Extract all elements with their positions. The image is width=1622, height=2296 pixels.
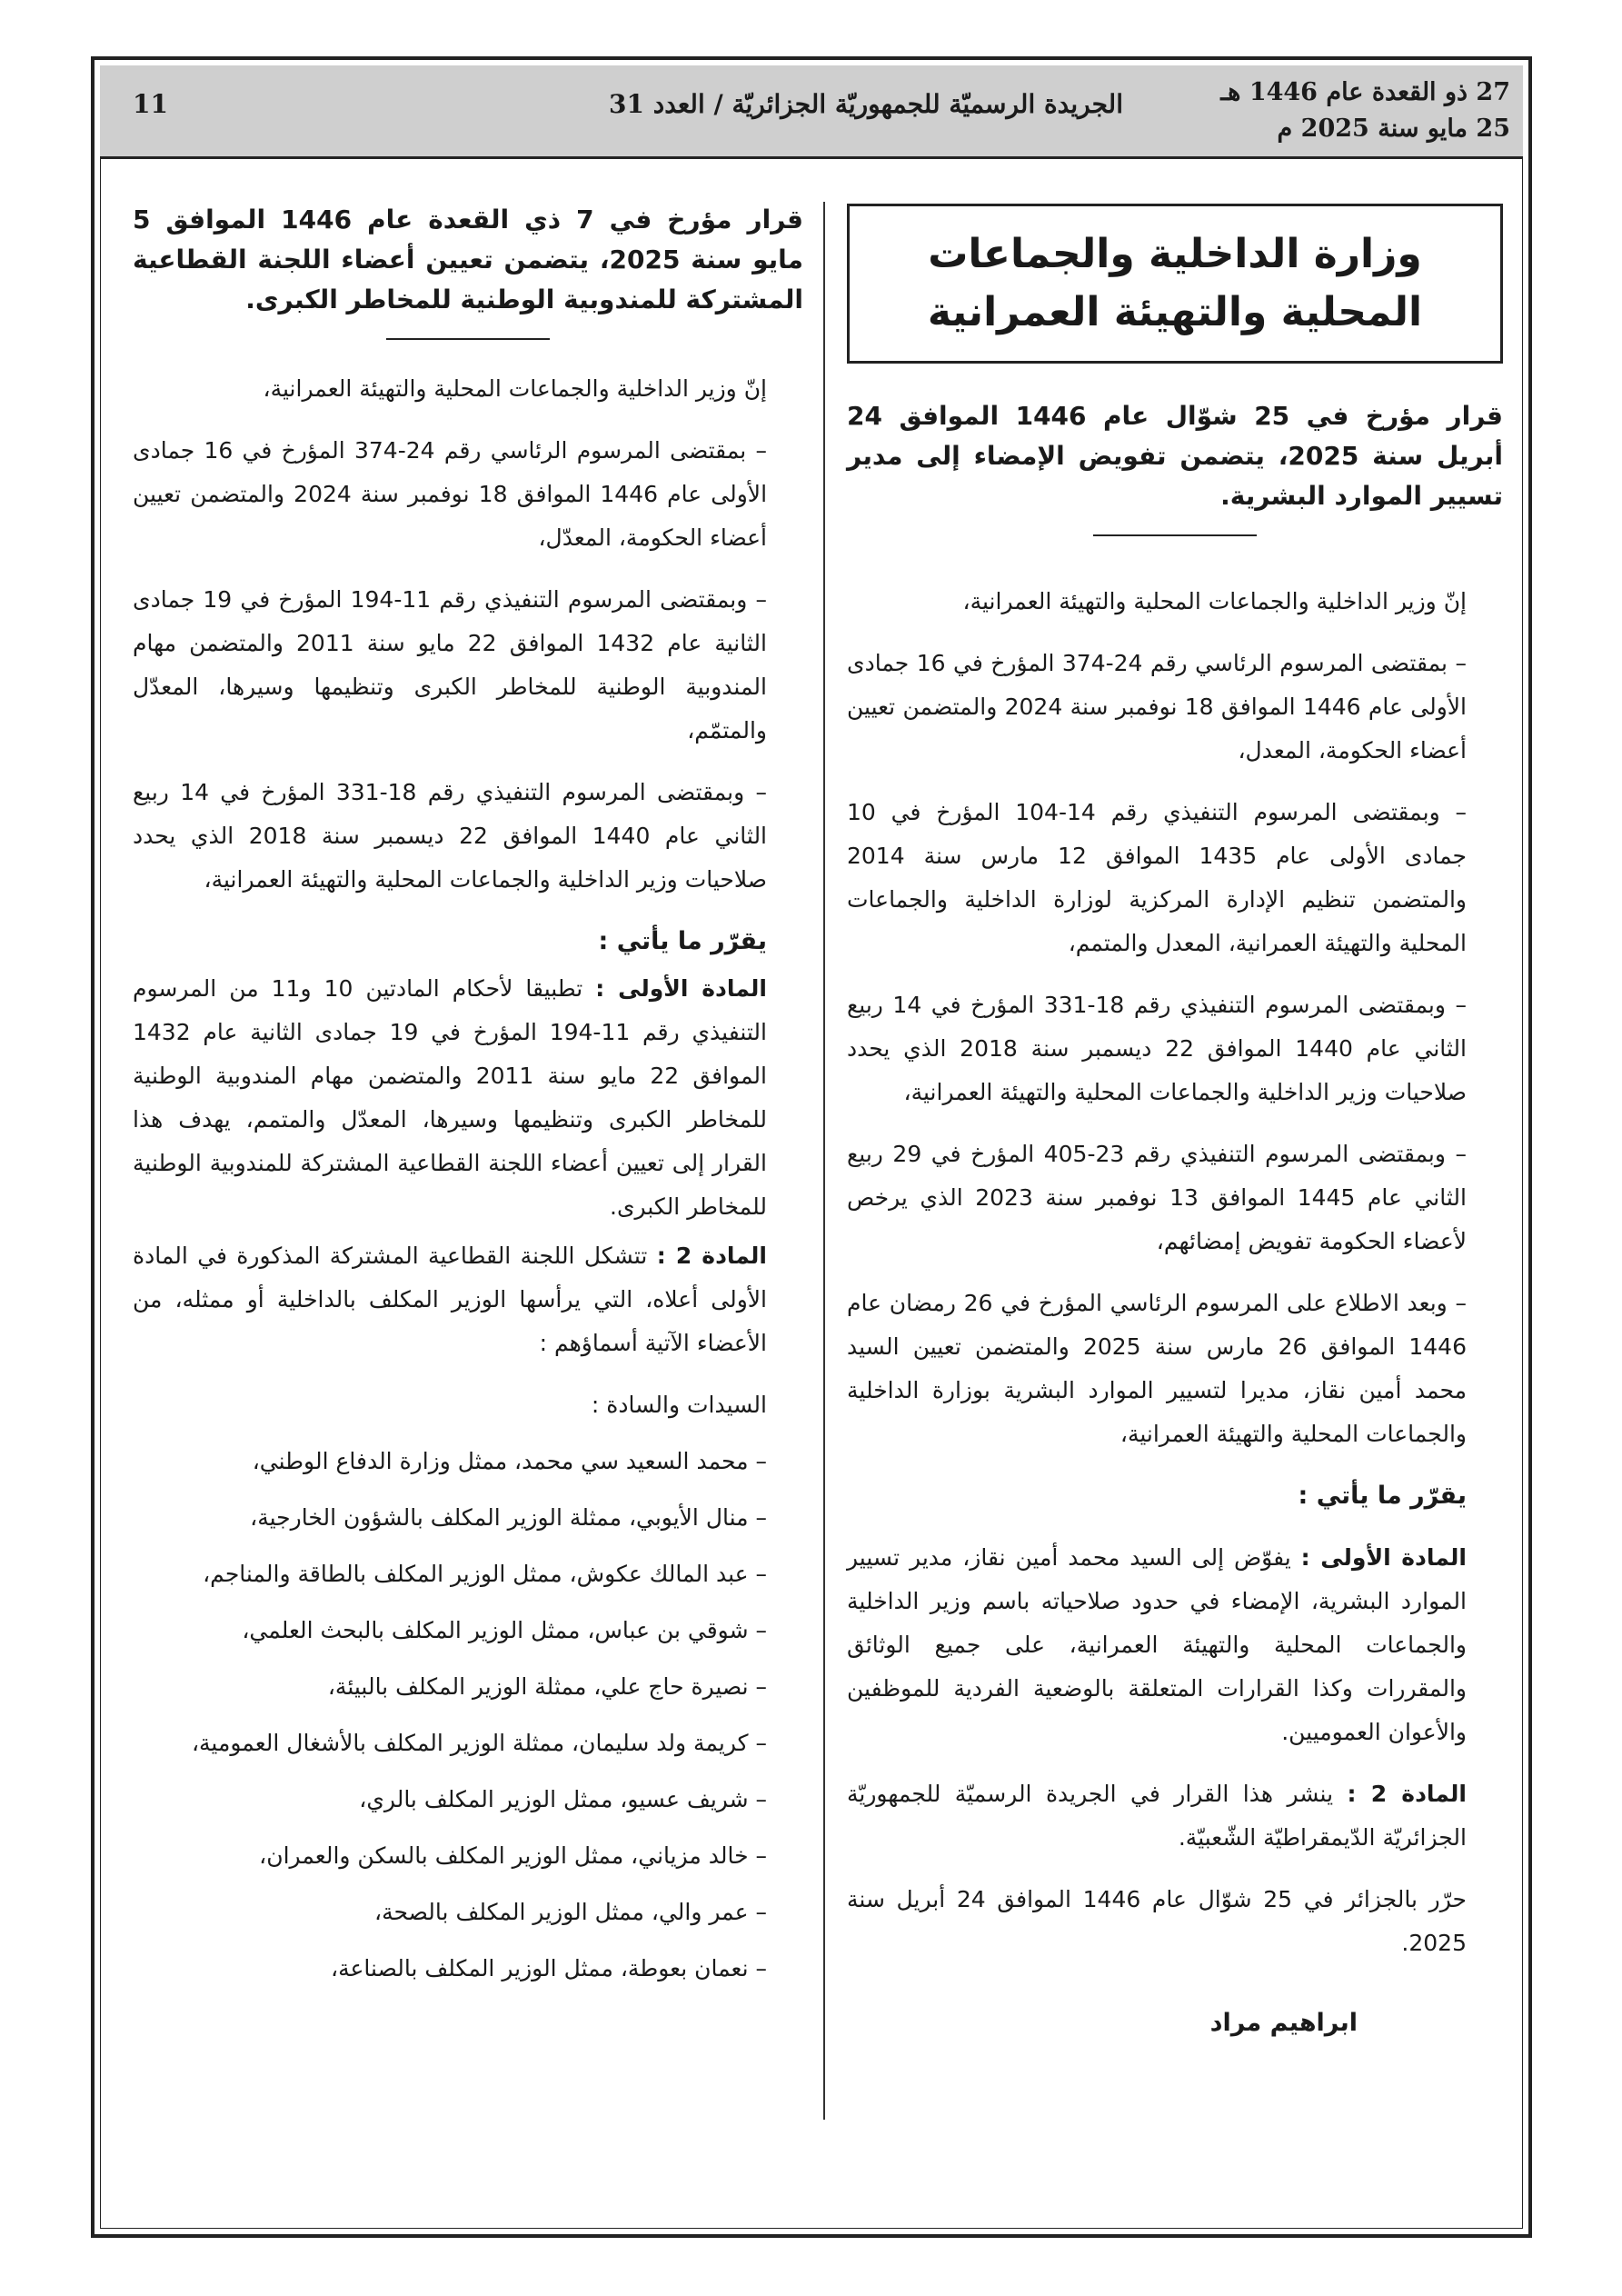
article-text: ينشر هذا القرار في الجريدة الرسميّة للجمهوريّة الجزائريّة الدّيمقراطيّة الشّعبيّة. xyxy=(847,1781,1467,1851)
left-column xyxy=(133,200,803,2003)
article-text: يفوّض إلى السيد محمد أمين نقاز، مدير تسيير الموارد البشرية، الإمضاء في حدود صلاحياته باسم وزير الداخلية والجماعات المحلية والتهيئة العمرانية، على جميع الوثائق والمقررات وكذا القرارات المتعلقة بالوضعية الفردية للموظفين والأعوان العموميين. xyxy=(847,1544,1467,1745)
article-text: تطبيقا لأحكام المادتين 10 و11 من المرسوم التنفيذي رقم 11-194 المؤرخ في 19 جمادى الثانية عام 1432 الموافق 22 مايو سنة 2011 والمتضمن مهام المندوبية الوطنية للمخاطر الكبرى وتنظيمها وسيرها، المعدّل والمتمم، يهدف هذا القرار إلى تعيين أعضاء اللجنة القطاعية المشتركة للمندوبية الوطنية للمخاطر الكبرى. xyxy=(133,975,767,1220)
member-item: – منال الأيوبي، ممثلة الوزير المكلف بالشؤون الخارجية، xyxy=(250,1504,767,1531)
member-item: – نعمان بعوطة، ممثل الوزير المكلف بالصناعة، xyxy=(331,1955,767,1982)
article-label: المادة 2 : xyxy=(656,1243,767,1269)
member-item: – محمد السعيد سي محمد، ممثل وزارة الدفاع الوطني، xyxy=(252,1448,767,1474)
right-column xyxy=(847,204,1503,2063)
page-header xyxy=(100,65,1523,159)
preamble-paragraph: – وبمقتضى المرسوم التنفيذي رقم 23-405 المؤرخ في 29 ربيع الثاني عام 1445 الموافق 13 نوفمبر سنة 2023 الذي يرخص لأعضاء الحكومة تفويض إمضائهم، xyxy=(847,1141,1467,1254)
preamble-paragraph: – بمقتضى المرسوم الرئاسي رقم 24-374 المؤرخ في 16 جمادى الأولى عام 1446 الموافق 18 نوفمبر سنة 2024 والمتضمن تعيين أعضاء الحكومة، المعدل، xyxy=(847,650,1468,764)
member-item: – نصيرة حاج علي، ممثلة الوزير المكلف بالبيئة، xyxy=(327,1673,767,1700)
decision-title: قرار مؤرخ في 7 ذي القعدة عام 1446 الموافق 5 مايو سنة 2025، يتضمن تعيين أعضاء اللجنة القطاعية المشتركة للمندوبية الوطنية للمخاطر الكبرى. xyxy=(133,205,803,314)
article-2 xyxy=(847,1772,1503,1860)
header-date-hijri: 27 ذو القعدة عام 1446 هـ xyxy=(1220,78,1510,106)
member-item: – عمر والي، ممثل الوزير المكلف بالصحة، xyxy=(374,1899,767,1925)
preamble-paragraph: – وبمقتضى المرسوم التنفيذي رقم 18-331 المؤرخ في 14 ربيع الثاني عام 1440 الموافق 22 ديسمبر سنة 2018 الذي يحدد صلاحيات وزير الداخلية والجماعات المحلية والتهيئة العمرانية، xyxy=(847,992,1467,1105)
journal-title: الجريدة الرسميّة للجمهوريّة الجزائريّة / العدد 31 xyxy=(609,89,1123,119)
article-1 xyxy=(133,967,803,1229)
preamble-paragraph: إنّ وزير الداخلية والجماعات المحلية والتهيئة العمرانية، xyxy=(962,588,1467,614)
separator-rule xyxy=(1093,534,1257,536)
member-item: – كريمة ولد سليمان، ممثلة الوزير المكلف بالأشغال العمومية، xyxy=(191,1730,767,1756)
preamble-paragraph: – وبعد الاطلاع على المرسوم الرئاسي المؤرخ في 26 رمضان عام 1446 الموافق 26 مارس سنة 2025 والمتضمن تعيين السيد محمد أمين نقاز، مديرا لتسيير الموارد البشرية بوزارة الداخلية والجماعات المحلية والتهيئة العمرانية، xyxy=(847,1290,1467,1447)
article-label: المادة الأولى : xyxy=(1300,1544,1467,1571)
article-label: المادة 2 : xyxy=(1347,1781,1467,1807)
article-text: تتشكل اللجنة القطاعية المشتركة المذكورة في المادة الأولى أعلاه، التي يرأسها الوزير المكلف بالداخلية أو ممثله، من الأعضاء الآتية أسماؤهم : xyxy=(133,1243,767,1356)
preamble-paragraph: – وبمقتضى المرسوم التنفيذي رقم 18-331 المؤرخ في 14 ربيع الثاني عام 1440 الموافق 22 ديسمبر سنة 2018 الذي يحدد صلاحيات وزير الداخلية والجماعات المحلية والتهيئة العمرانية، xyxy=(133,779,768,893)
article-2 xyxy=(133,1234,803,1365)
preamble-paragraph: – وبمقتضى المرسوم التنفيذي رقم 11-194 المؤرخ في 19 جمادى الثانية عام 1432 الموافق 22 مايو سنة 2011 والمتضمن مهام المندوبية الوطنية للمخاطر الكبرى وتنظيمها وسيرها، المعدّل والمتمّم، xyxy=(133,586,767,744)
article-1 xyxy=(847,1536,1503,1754)
ministry-heading-box xyxy=(847,204,1503,364)
member-item: – شريف عسيو، ممثل الوزير المكلف بالري، xyxy=(359,1786,767,1812)
ministry-heading: وزارة الداخلية والجماعات المحلية والتهيئة العمرانية xyxy=(927,231,1423,335)
signature: ابراهيم مراد xyxy=(1209,2009,1358,2037)
column-divider xyxy=(823,202,825,2120)
member-item: – خالد مزياني، ممثل الوزير المكلف بالسكن والعمران، xyxy=(259,1842,767,1869)
preamble-paragraph: – وبمقتضى المرسوم التنفيذي رقم 14-104 المؤرخ في 10 جمادى الأولى عام 1435 الموافق 12 مارس سنة 2014 والمتضمن تنظيم الإدارة المركزية لوزارة الداخلية والجماعات المحلية والتهيئة العمرانية، المعدل والمتمم، xyxy=(847,799,1467,956)
decides-heading: يقرّر ما يأتي : xyxy=(1298,1482,1467,1510)
decision-title: قرار مؤرخ في 25 شوّال عام 1446 الموافق 24 أبريل سنة 2025، يتضمن تفويض الإمضاء إلى مدير تسيير الموارد البشرية. xyxy=(847,401,1503,511)
page-number: 11 xyxy=(133,89,168,119)
member-item: – عبد المالك عكوش، ممثل الوزير المكلف بالطاقة والمناجم، xyxy=(203,1561,767,1587)
preamble-paragraph: إنّ وزير الداخلية والجماعات المحلية والتهيئة العمرانية، xyxy=(263,375,767,402)
closing-paragraph: حرّر بالجزائر في 25 شوّال عام 1446 الموافق 24 أبريل سنة 2025. xyxy=(847,1886,1467,1956)
member-item: – شوقي بن عباس، ممثل الوزير المكلف بالبحث العلمي، xyxy=(242,1617,767,1643)
header-date-gregorian: 25 مايو سنة 2025 م xyxy=(1277,115,1510,143)
decides-heading: يقرّر ما يأتي : xyxy=(598,927,767,955)
separator-rule xyxy=(386,338,550,340)
members-intro: السيدات والسادة : xyxy=(591,1392,767,1418)
preamble-paragraph: – بمقتضى المرسوم الرئاسي رقم 24-374 المؤرخ في 16 جمادى الأولى عام 1446 الموافق 18 نوفمبر سنة 2024 والمتضمن تعيين أعضاء الحكومة، المعدّل، xyxy=(133,437,768,551)
article-label: المادة الأولى : xyxy=(595,975,767,1002)
